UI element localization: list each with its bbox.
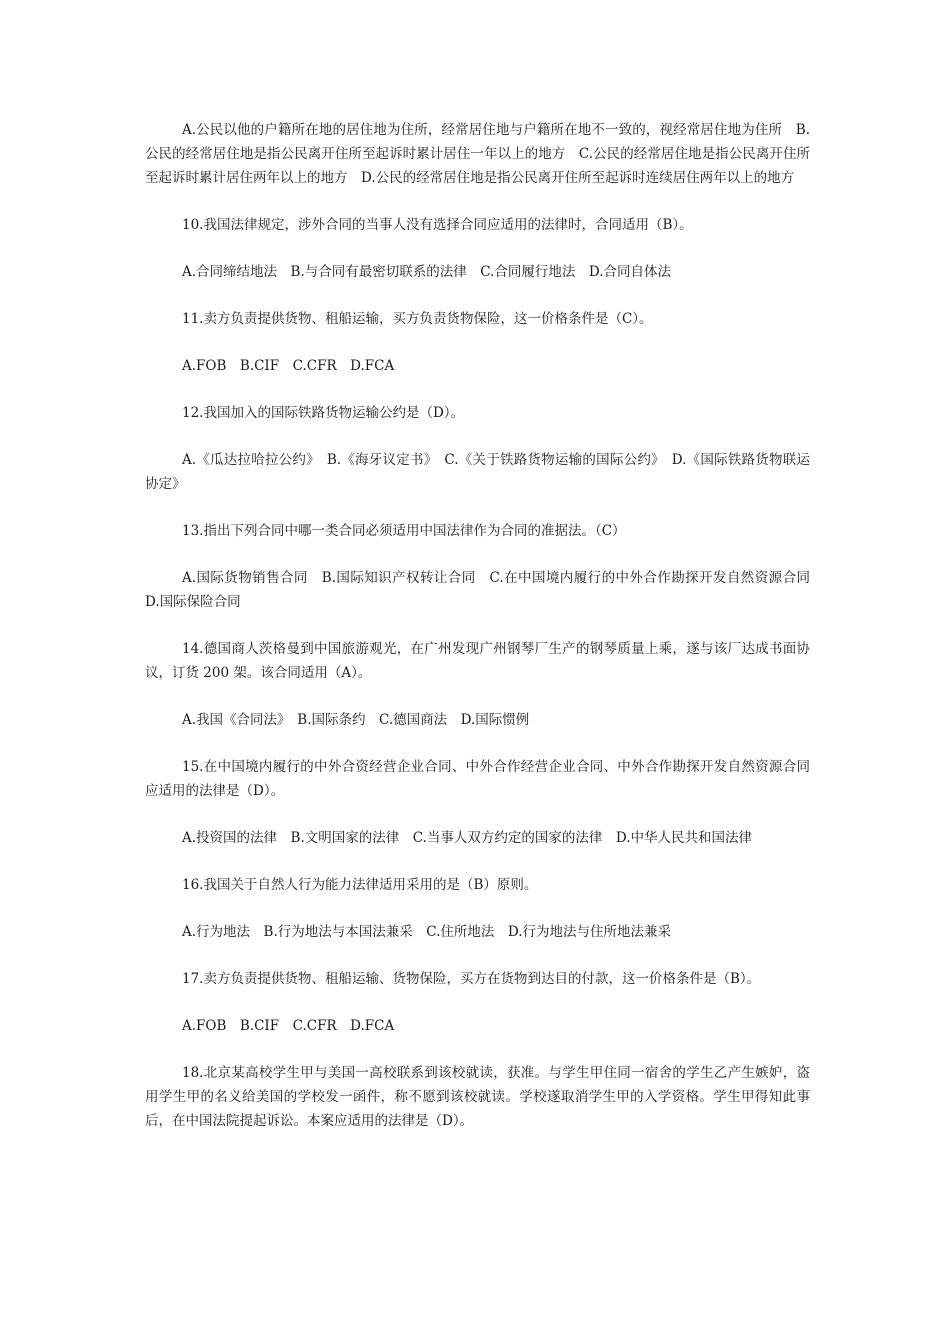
question-17: 17.卖方负责提供货物、租船运输、货物保险，买方在货物到达目的付款，这一价格条件是（B）。 (182, 971, 761, 987)
question-18: 18.北京某高校学生甲与美国一高校联系到该校就读，获准。与学生甲住同一宿舍的学生乙产生嫉妒，盗用学生甲的名义给美国的学校发一函件，称不愿到该校就读。学校遂取消学生甲的入学资格。学生甲得知此事后，在中国法院提起诉讼。本案应适用的法律是（D）。 (145, 1065, 810, 1129)
question-13: 13.指出下列合同中哪一类合同必须适用中国法律作为合同的准据法。（C） (182, 523, 626, 539)
question-10: 10.我国法律规定，涉外合同的当事人没有选择合同应适用的法律时，合同适用（B）。 (182, 217, 693, 233)
question-11: 11.卖方负责提供货物、租船运输，买方负责货物保险，这一价格条件是（C）。 (182, 311, 653, 327)
question-10-options: A.合同缔结地法 B.与合同有最密切联系的法律 C.合同履行地法 D.合同自体法 (182, 264, 672, 280)
question-15: 15.在中国境内履行的中外合资经营企业合同、中外合作经营企业合同、中外合作勘探开发自然资源合同应适用的法律是（D）。 (145, 759, 810, 799)
question-15-options: A.投资国的法律 B.文明国家的法律 C.当事人双方约定的国家的法律 D.中华人民共和国法律 (182, 830, 753, 846)
question-17-options: A.FOB B.CIF C.CFR D.FCA (182, 1018, 395, 1034)
question-9-options: A.公民以他的户籍所在地的居住地为住所，经常居住地与户籍所在地不一致的，视经常居住地为住所 B.公民的经常居住地是指公民离开住所至起诉时累计居住一年以上的地方 C.公民的经常居住地是指公民离开住所至起诉时累计居住两年以上的地方 D.公民的经常居住地是指公民离开住所至起诉时连续居住两年以上的地方 (145, 122, 810, 186)
document-body (145, 118, 824, 1156)
question-16: 16.我国关于自然人行为能力法律适用采用的是（B）原则。 (182, 877, 538, 893)
question-13-options: A.国际货物销售合同 B.国际知识产权转让合同 C.在中国境内履行的中外合作勘探开发自然资源合同 D.国际保险合同 (145, 570, 824, 610)
question-14-options: A.我国《合同法》 B.国际条约 C.德国商法 D.国际惯例 (182, 712, 530, 728)
question-12-options: A.《瓜达拉哈拉公约》 B.《海牙议定书》 C.《关于铁路货物运输的国际公约》 D.《国际铁路货物联运协定》 (145, 452, 810, 492)
question-14: 14.德国商人茨格曼到中国旅游观光，在广州发现广州钢琴厂生产的钢琴质量上乘，遂与该厂达成书面协议，订货 200 架。该合同适用（A）。 (145, 641, 810, 681)
question-16-options: A.行为地法 B.行为地法与本国法兼采 C.住所地法 D.行为地法与住所地法兼采 (182, 924, 672, 940)
question-12: 12.我国加入的国际铁路货物运输公约是（D）。 (182, 405, 465, 421)
question-11-options: A.FOB B.CIF C.CFR D.FCA (182, 358, 395, 374)
